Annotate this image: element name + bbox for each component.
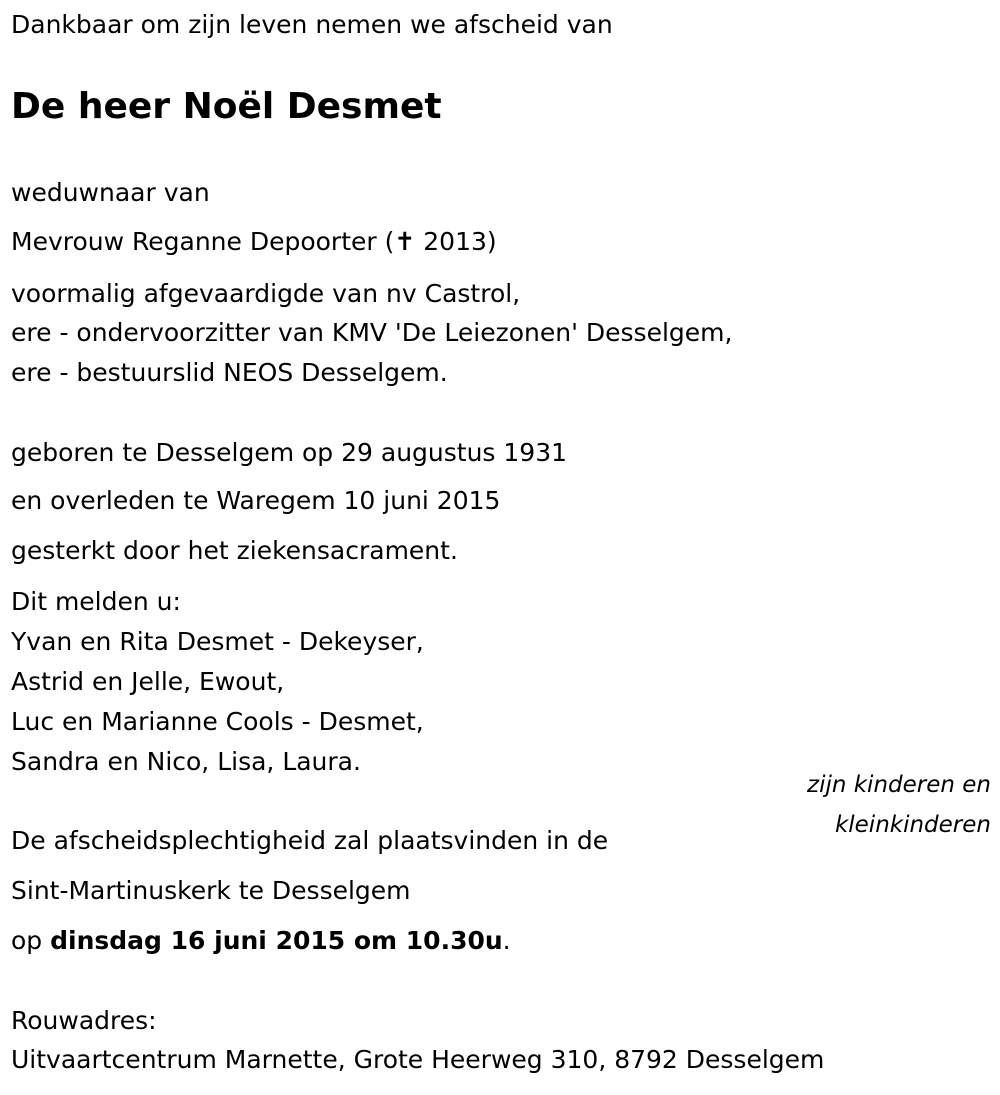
- announcers-label: Dit melden u:: [11, 587, 181, 616]
- ceremony-church: Sint-Martinuskerk te Desselgem: [11, 876, 411, 905]
- relation-label: weduwnaar van: [11, 178, 210, 207]
- address-label: Rouwadres:: [11, 1006, 157, 1035]
- intro-text: Dankbaar om zijn leven nemen we afscheid van: [11, 10, 613, 39]
- family-line: Sandra en Nico, Lisa, Laura.: [11, 747, 361, 776]
- ceremony-suffix: .: [502, 926, 511, 955]
- ceremony-date-line: [11, 926, 511, 956]
- deceased-name: De heer Noël Desmet: [11, 86, 442, 127]
- family-line: Astrid en Jelle, Ewout,: [11, 667, 285, 696]
- death-info: en overleden te Waregem 10 juni 2015: [11, 486, 501, 515]
- family-line: Yvan en Rita Desmet - Dekeyser,: [11, 627, 424, 656]
- family-caption: zijn kinderen en: [807, 772, 991, 798]
- function-line: voormalig afgevaardigde van nv Castrol,: [11, 279, 521, 308]
- ceremony-datetime: dinsdag 16 juni 2015 om 10.30u: [50, 926, 503, 955]
- family-caption: kleinkinderen: [834, 812, 991, 838]
- spouse-name: Mevrouw Reganne Depoorter (✝ 2013): [11, 227, 497, 256]
- function-line: ere - bestuurslid NEOS Desselgem.: [11, 358, 448, 387]
- ceremony-prefix: op: [11, 926, 51, 955]
- function-line: ere - ondervoorzitter van KMV 'De Leiezonen' Desselgem,: [11, 318, 733, 347]
- birth-info: geboren te Desselgem op 29 augustus 1931: [11, 438, 568, 467]
- ceremony-line: De afscheidsplechtigheid zal plaatsvinden in de: [11, 826, 609, 855]
- sacrament-text: gesterkt door het ziekensacrament.: [11, 536, 458, 565]
- mourning-address: Uitvaartcentrum Marnette, Grote Heerweg 310, 8792 Desselgem: [11, 1045, 825, 1074]
- family-line: Luc en Marianne Cools - Desmet,: [11, 707, 424, 736]
